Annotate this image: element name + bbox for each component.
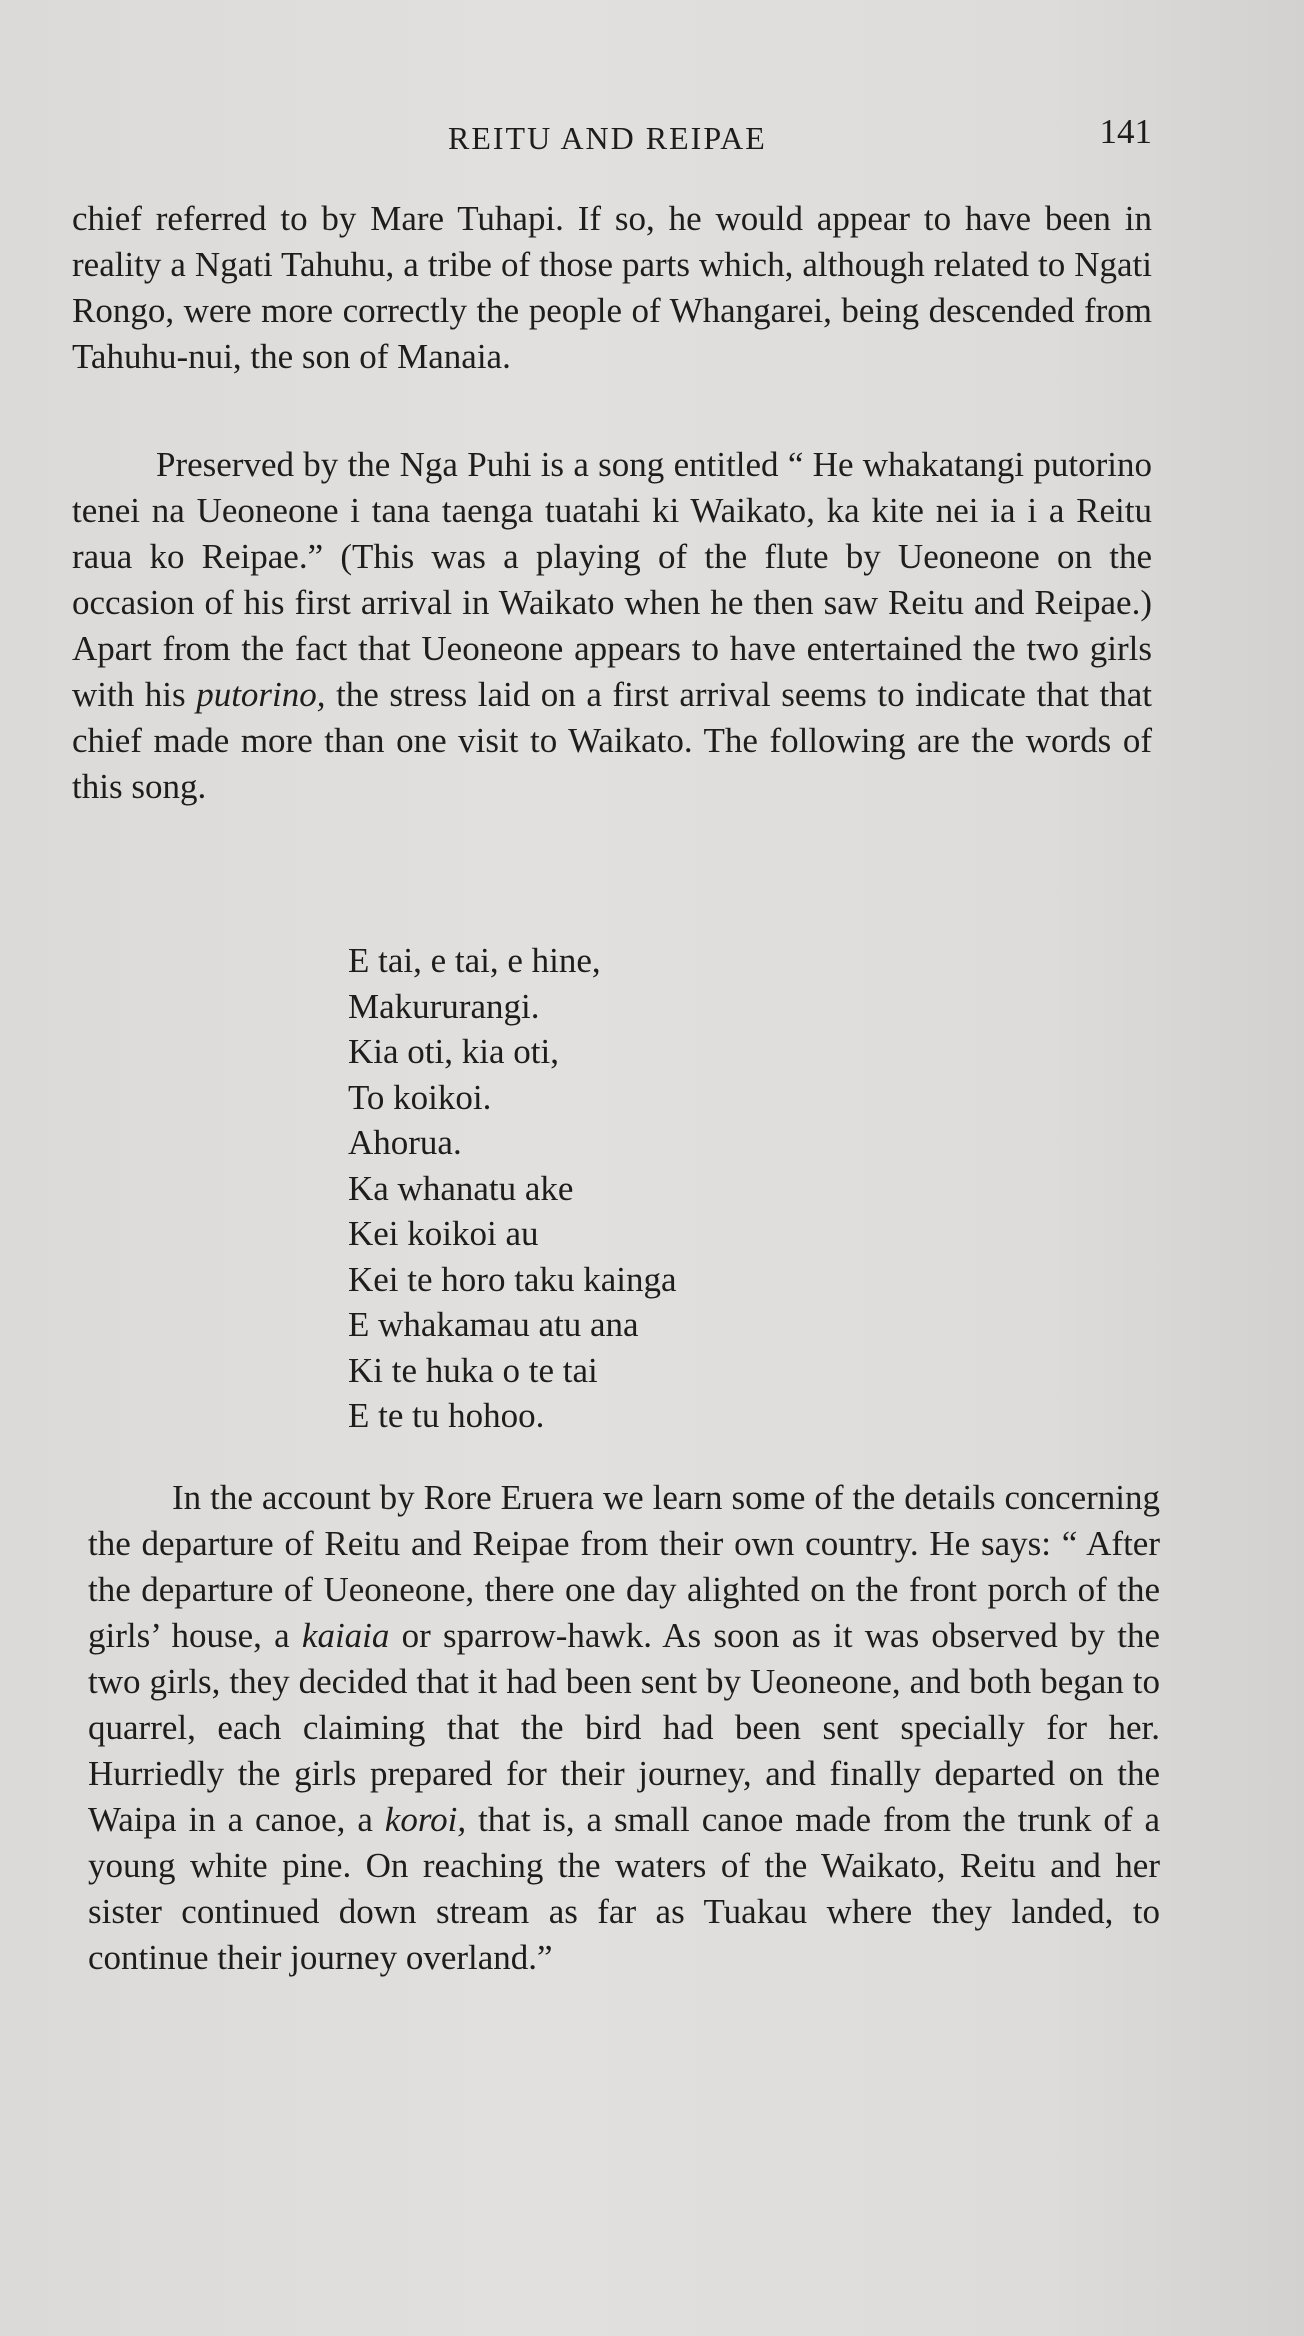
paragraph-2-text-b: the stress laid on a first arrival seems to indicate that that chief made more than one visit to Waikato. The following are the words of this song. [72, 675, 1152, 806]
song-verse [348, 938, 677, 1439]
paragraph-3-text-a: In the account by Rore Eruera we learn some of the details concerning the departure of Reitu and Reipae from their own country. He says: “ After the departure of Ueoneone, there one day alighted on the front porch of the girls’ house, a [88, 1478, 1160, 1655]
kaiaia-term: kaiaia [301, 1616, 390, 1655]
poem-line: Kia oti, kia oti, [348, 1032, 559, 1071]
paragraph-1 [72, 196, 1152, 380]
putorino-term: putorino, [196, 675, 326, 714]
poem-line: Ahorua. [348, 1123, 462, 1162]
paragraph-2 [72, 442, 1152, 810]
paragraph-2-text-a: Preserved by the Nga Puhi is a song entitled “ He whakatangi putorino tenei na Ueoneone i tana taenga tuatahi ki Waikato, ka kite nei ia i a Reitu raua ko Reipae.” (This was a playing of the flute by Ueoneone on the occasion of his first arrival in Waikato when he then saw Reitu and Reipae.) Apart from the fact that Ueoneone appears to have entertained the two girls with his [72, 445, 1152, 714]
poem-line: E tai, e tai, e hine, [348, 941, 601, 980]
paragraph-3-text-b: or sparrow-hawk. As soon as it was observed by the two girls, they decided that it had been sent by Ueoneone, and both began to quarrel, each claiming that the bird had been sent specially for her. Hurriedly the girls prepared for their journey, and finally departed on the Waipa in a canoe, a [88, 1616, 1160, 1839]
paragraph-1-text: chief referred to by Mare Tuhapi. If so, he would appear to have been in reality a Ngati Tahuhu, a tribe of those parts which, although related to Ngati Rongo, were more correctly the people of Whangarei, being descended from Tahuhu-nui, the son of Manaia. [72, 199, 1152, 376]
poem-line: E whakamau atu ana [348, 1305, 639, 1344]
running-head: REITU AND REIPAE [448, 120, 767, 156]
poem-line: Kei te horo taku kainga [348, 1259, 677, 1299]
koroi-term: koroi, [384, 1800, 467, 1839]
poem-line: Ka whanatu ake [348, 1168, 574, 1208]
poem-line: E te tu hohoo. [348, 1396, 545, 1435]
poem-line: Makururangi. [348, 986, 540, 1026]
page-header [70, 112, 1152, 162]
poem-line: Kei koikoi au [348, 1214, 539, 1253]
paragraph-3 [88, 1475, 1160, 1981]
poem-line: To koikoi. [348, 1077, 492, 1117]
paragraph-3-text-c: that is, a small canoe made from the trunk of a young white pine. On reaching the waters of the Waikato, Reitu and her sister continued down stream as far as Tuakau where they landed, to continue their journey overland.” [88, 1800, 1160, 1977]
page-number: 141 [1099, 112, 1152, 151]
poem-line: Ki te huka o te tai [348, 1350, 598, 1390]
